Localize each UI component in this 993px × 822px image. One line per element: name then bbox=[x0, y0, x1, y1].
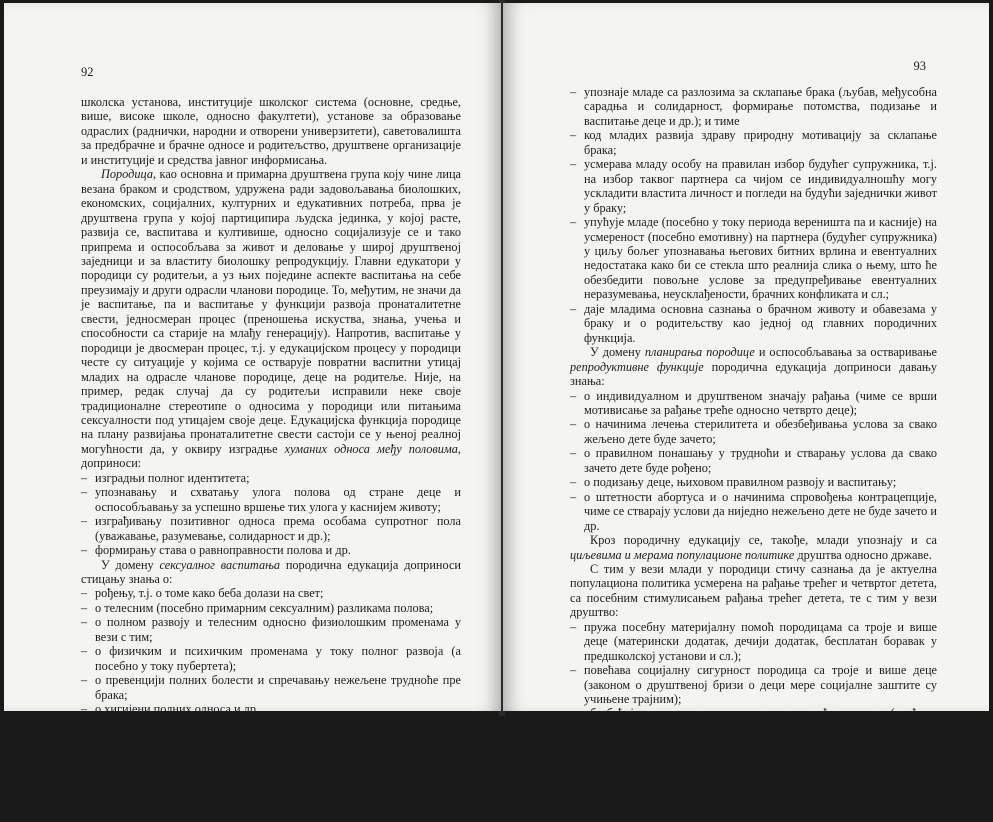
paragraph: Породица, као основна и примарна друштвена група коју чине лица везана браком и сродством, удружена ради задовољавања биолошких, економских, социјалних, културних и едукативних потреба, прва је друштвена група у којој партиципира људска јединка, у којој расте, развија се, васпитава и култивише, односно социјализује се и тако припрема и оспособљава за живот и деловање у широј друштвеној заједници и за властиту биолошку репродукцију. Главни едукатори у породици су родитељи, а уз њих поједине аспекте васпитања на себе преузимају и други одрасли чланови породице. То, међутим, не значи да је васпитање, па и васпитање у функцији развоја пронаталитетне свести, једносмеран процес (преношења искуства, знања, учења и способности са старије на млађу генерацију). Напротив, васпитање у породици је двосмеран процес, т.ј. у едукацијском процесу у породици честе су ситуације у којима се остварује повратни васпитни утицај младих на одрасле чланове породице, деце на родитеље. Није, на пример, редак случај да су родитељи исправили неке своје традиционалне стереотипе о односима у породици или питањима сексуалности под утицајем своје деце. Едукацијска функција породице на плану развијања пронаталитетне свести састоји се у њеној реалној могућности да, у оквиру изградње хуманих односа међу половима, доприноси: bbox=[81, 167, 461, 471]
page-number: 93 bbox=[913, 59, 926, 73]
right-page bbox=[503, 3, 989, 822]
list-item: – бољим вредновањем и афирмацијама материнства (кроз разна друштвена признања и привилегије, односно истицањем већег друштвеног значаја мајке) подиже свест о корисности материнства и ствара јаче мотиве за рађање деце и др. bbox=[570, 764, 937, 822]
list-item: – изградњи полног идентитета; bbox=[81, 471, 461, 485]
paragraph: У домену планирања породице и оспособљавања за остваривање репродуктивне функције породична едукација доприноси давању знања: bbox=[570, 345, 937, 389]
list-item: – усмерава младу особу на правилан избор будућег супружника, т.ј. на избор таквог партнера са чијом се индивидуалношћу могу ускладити властита личност и погледи на будући заједнички живот у браку; bbox=[570, 157, 937, 215]
left-page bbox=[4, 3, 501, 789]
paragraph: Породична едукација доприноси припремању младих за брак и брачне односе тако што: bbox=[81, 716, 461, 745]
list-item: – о подизању деце, њиховом правилном развоју и васпитању; bbox=[570, 475, 937, 489]
list bbox=[570, 85, 937, 345]
emphasis: сексуалног васпитања bbox=[159, 557, 280, 572]
list-item: – рођењу, т.ј. о томе како беба долази на свет; bbox=[81, 586, 461, 600]
list-item: – о полном развоју и телесним односно физиолошким променама у вези с тим; bbox=[81, 615, 461, 644]
emphasis: репродуктивне функције bbox=[570, 359, 704, 374]
list bbox=[570, 620, 937, 822]
list-item: – о превенцији полних болести и спречавању нежељене трудноће пре брака; bbox=[81, 673, 461, 702]
list-item: – о начинима лечења стерилитета и обезбеђивања услова за свако жељено дете буде зачето; bbox=[570, 417, 937, 446]
list bbox=[81, 745, 461, 788]
emphasis: хуманих односа међу половима bbox=[284, 441, 458, 456]
page-number: 92 bbox=[81, 65, 94, 79]
paragraph: У домену сексуалног васпитања породична едукација доприноси стицању знања о: bbox=[81, 557, 461, 586]
list-item: – о физичким и психичким променама у току полног развоја (а посебно у току пубертета); bbox=[81, 644, 461, 673]
list bbox=[570, 389, 937, 534]
list-item: – упознавању и схватању улога полова од стране деце и оспособљавању за успешно вршење тих улога у каснијем животу; bbox=[81, 485, 461, 514]
list-item: – изграђивању позитивног односа према особама супротног пола (уважавање, разумевање, солидарност и др.); bbox=[81, 514, 461, 543]
list-item: – пружа посебну материјалну помоћ породицама са троје и више деце (матерински додатак, дечији додатак, бесплатан боравак у предшколској установи и сл.); bbox=[570, 620, 937, 663]
list-item: – повећава социјалну сигурност породица са троје и више деце (законом о друштвеној бризи о деци мере социјалне заштите су учињене трајним); bbox=[570, 663, 937, 706]
list-item: – о штетности абортуса и о начинима спровођења контрацепције, чиме се стварају услови да ниједно нежељено дете не буде зачето и др. bbox=[570, 490, 937, 533]
list-item: – упознаје младе са разлозима за склапање брака (љубав, међусобна сарадња и солидарност, формирање потомства, подизање и васпитање деце и др.); и тиме bbox=[570, 85, 937, 128]
right-page-text bbox=[570, 85, 937, 822]
emphasis: Породица bbox=[101, 167, 153, 182]
list-item: – брак родитеља служи као узор младима за будући брачни живот; bbox=[81, 745, 461, 759]
list bbox=[81, 471, 461, 558]
list-item: – врши саветодавни третман будућих и актуелних родитеља и деце; bbox=[570, 750, 937, 764]
paragraph: С тим у вези млади у породици стичу сазнања да је актуелна популациона политика усмерена на рађање трећег и четвртог детета, са посебним стимулисањем рађања трећег детета, те с тим у вези друштво: bbox=[570, 561, 937, 620]
emphasis: планирања породице bbox=[644, 345, 755, 360]
list-item: – о индивидуалном и друштвеном значају рађања (чиме се врши мотивисање за рађање треће односно четврто деце); bbox=[570, 389, 937, 418]
list-item: – спроводи здравствену заштиту трудница и мајки са децом; bbox=[570, 735, 937, 749]
list-item: – о правилном понашању у трудноћи и стварању услова да свако зачето дете буде рођено; bbox=[570, 446, 937, 475]
left-page-text bbox=[81, 95, 461, 789]
paragraph: Кроз породичну едукацију се, такође, млади упознају и са циљевима и мерама популационе политике друштва односно државе. bbox=[570, 533, 937, 562]
emphasis: циљевима и мерама популационе политике bbox=[570, 547, 795, 562]
emphasis: припремању младих за брак и брачне односе bbox=[81, 716, 461, 745]
list-item: – код младих развија здраву природну мотивацију за склапање брака; bbox=[570, 128, 937, 157]
list-item: – о хигијени полних односа и др. bbox=[81, 702, 461, 716]
list-item: – обезбеђује радну сигурност родитеља трећег детета (плаћено породиљско одсуство у трајању од 2 године); bbox=[570, 706, 937, 735]
list-item: – формирању става о равноправности полова и др. bbox=[81, 543, 461, 557]
list-item: – даје младима основна сазнања о брачном животу и обавезама у браку и о родитељству као једној од главних породичних функција. bbox=[570, 302, 937, 345]
list-item: – о телесним (посебно примарним сексуалним) разликама полова; bbox=[81, 601, 461, 615]
list bbox=[81, 586, 461, 716]
list-item: – младима пружа сазнања који су услови и које је право време за склапање брака; bbox=[81, 760, 461, 789]
paragraph: школска установа, институције школског система (основне, средње, више, високе школе, односно факултети), установе за образовање одраслих (раднички, народни и отворени универзитети), саветовалишта за предбрачне и брачне односе и родитељство, друштвене организације и институције и средства јавног информисања. bbox=[81, 95, 461, 167]
list-item: – упућује младе (посебно у току периода вереништа па и касније) на усмереност (посебно емотивну) на партнера (будућег супружника) у циљу бољег упознавања његових битних врлина и евентуалних недостатака како би се стекла што реалнија слика о њему, што ће обезбедити повољне услове за предупређивање евентуалних неразумевања, неусклађености, брачних конфликата и сл.; bbox=[570, 215, 937, 302]
